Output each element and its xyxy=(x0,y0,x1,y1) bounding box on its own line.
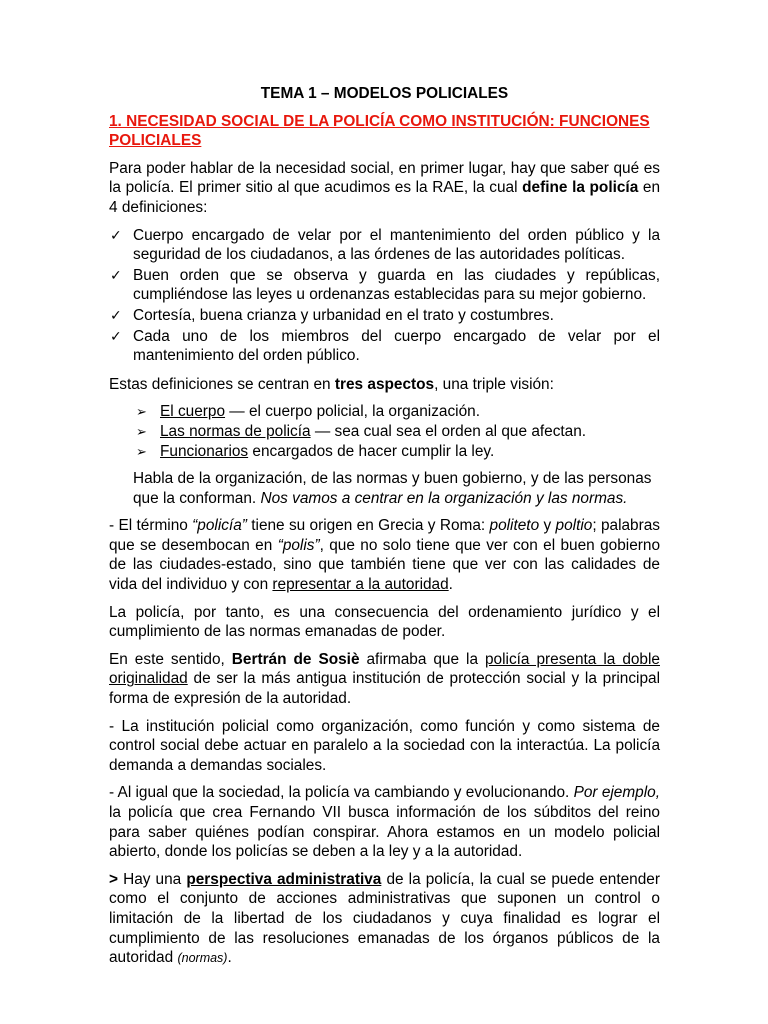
checkmark-icon: ✓ xyxy=(110,226,122,243)
document-body xyxy=(109,84,660,977)
checkmark-icon: ✓ xyxy=(110,266,122,283)
definition-item: ✓ Cada uno de los miembros del cuerpo encargado de velar por el mantenimiento del orden público. xyxy=(110,327,660,365)
aspects-intro-paragraph: Estas definiciones se centran en tres aspectos, una triple visión: xyxy=(109,375,554,393)
summary-paragraph: Habla de la organización, de las normas y buen gobierno, y de las personas que la conforman. Nos vamos a centrar en la organización y las normas. xyxy=(133,470,652,507)
definition-item: ✓ Cortesía, buena crianza y urbanidad en el trato y costumbres. xyxy=(110,306,554,324)
aspect-item: ➢ El cuerpo — el cuerpo policial, la organización. xyxy=(136,403,480,421)
document-title: TEMA 1 – MODELOS POLICIALES xyxy=(260,85,509,102)
aspect-item: ➢ Funcionarios encargados de hacer cumplir la ley. xyxy=(136,442,495,460)
checkmark-icon: ✓ xyxy=(110,327,122,344)
arrow-bullet-icon: ➢ xyxy=(136,423,147,439)
intro-paragraph: Para poder hablar de la necesidad social, en primer lugar, hay que saber qué es la policía. El primer sitio al que acudimos es la RAE, la cual define la policía en 4 definiciones: xyxy=(109,159,661,216)
aspect-item: ➢ Las normas de policía — sea cual sea el orden al que afectan. xyxy=(136,422,587,440)
evolution-paragraph: - Al igual que la sociedad, la policía va cambiando y evolucionando. Por ejemplo, la policía que crea Fernando VII busca información de los súbditos del reino para saber quiénes podían conspirar. Ahora estamos en un modelo policial abierto, donde los policías se deben a la ley y a la autoridad. xyxy=(109,784,660,861)
arrow-bullet-icon: ➢ xyxy=(136,443,147,459)
consequence-paragraph: La policía, por tanto, es una consecuencia del ordenamiento jurídico y el cumplimiento de las normas emanadas de poder. xyxy=(109,603,660,641)
aspects-list xyxy=(136,402,660,461)
section-heading: 1. NECESIDAD SOCIAL DE LA POLICÍA COMO INSTITUCIÓN: FUNCIONES POLICIALES xyxy=(109,112,650,150)
administrative-perspective-paragraph: > Hay una perspectiva administrativa de la policía, la cual se puede entender como el conjunto de acciones administrativas que suponen un control o limitación de la libertad de los ciudadanos y cuya finalidad es lograr el cumplimiento de las resoluciones emanadas de los órganos públicos de la autoridad (normas). xyxy=(109,870,660,967)
definition-item: ✓ Buen orden que se observa y guarda en las ciudades y repúblicas, cumpliéndose las leyes u ordenanzas establecidas para su mejor gobierno. xyxy=(110,266,660,304)
checkmark-icon: ✓ xyxy=(110,306,122,323)
definitions-list xyxy=(109,226,660,366)
term-origin-paragraph: - El término “policía” tiene su origen en Grecia y Roma: politeto y poltio; palabras que se desembocan en “polis”, que no solo tiene que ver con el buen gobierno de las ciudades-estado, sino que también tiene que ver con las calidades de vida del individuo y con representar a la autoridad. xyxy=(109,517,660,594)
define-police-bold: define la policía xyxy=(522,179,639,197)
institution-paragraph: - La institución policial como organización, como función y como sistema de control social debe actuar en paralelo a la sociedad con la interactúa. La policía demanda a demandas sociales. xyxy=(109,717,660,774)
definition-item: ✓ Cuerpo encargado de velar por el mantenimiento del orden público y la seguridad de los ciudadanos, a las órdenes de las autoridades políticas. xyxy=(110,226,660,264)
arrow-bullet-icon: ➢ xyxy=(136,404,147,420)
bertran-paragraph: En este sentido, Bertrán de Sosiè afirmaba que la policía presenta la doble originalidad de ser la más antigua institución de protección social y la principal forma de expresión de la autoridad. xyxy=(109,650,660,708)
